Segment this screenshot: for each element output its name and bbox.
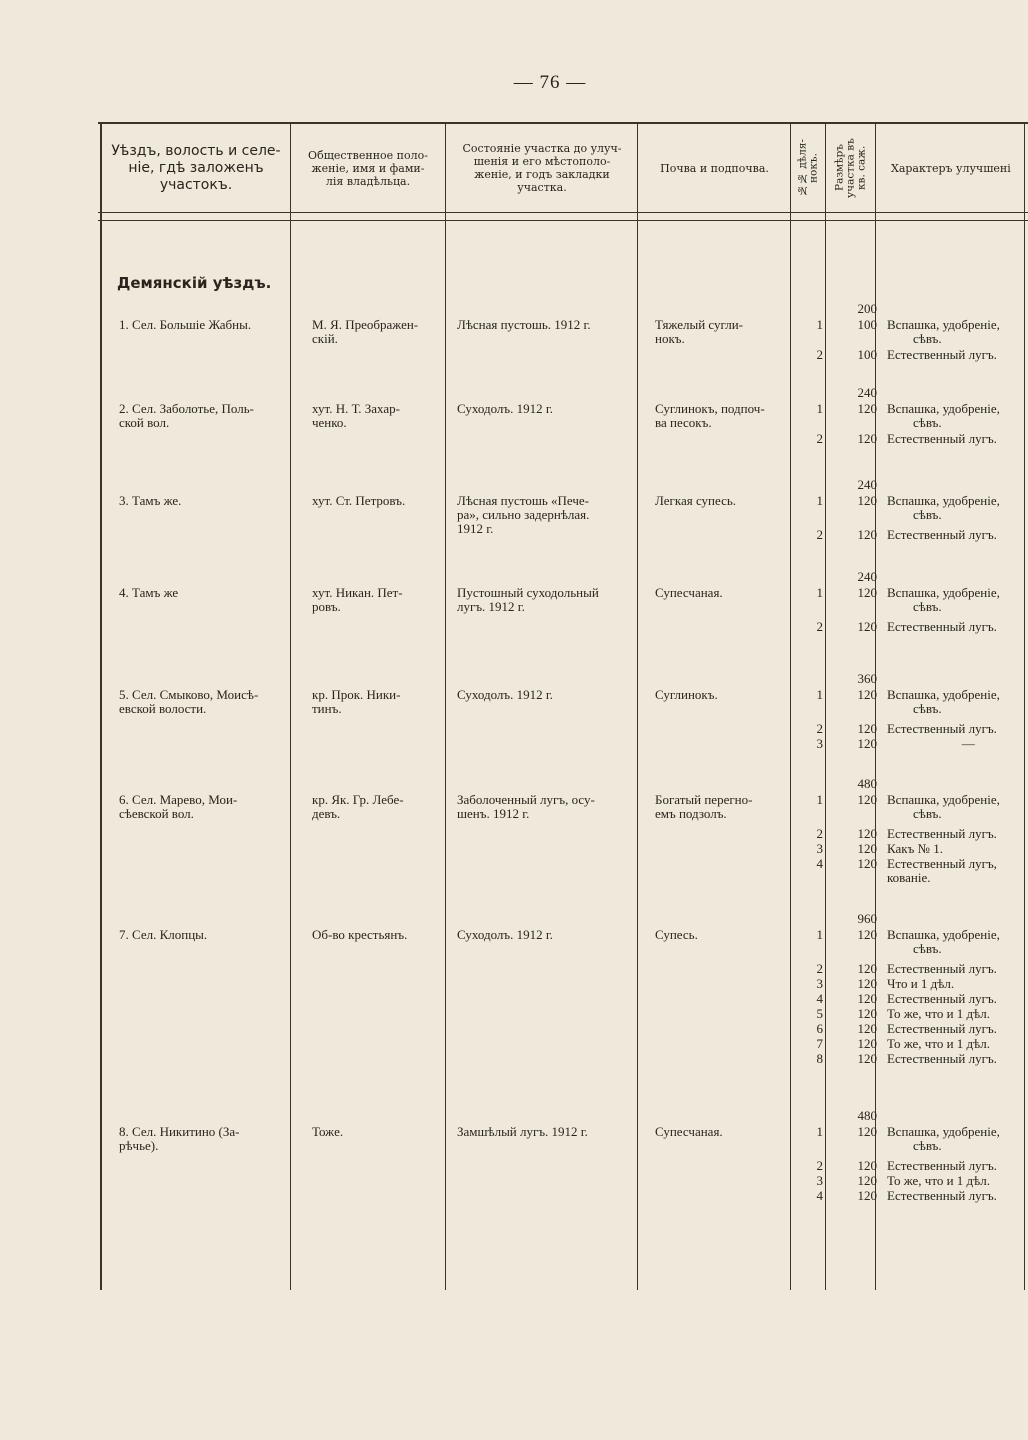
entry-total-size: 240: [857, 477, 877, 492]
entry-location: 1. Сел. Большіе Жабны.: [119, 317, 252, 332]
header-size: Размѣръ участка въ кв. саж.: [833, 138, 868, 198]
entry-state: Лѣсная пустошь. 1912 г.: [457, 317, 591, 332]
plot-size: 120: [857, 619, 877, 634]
plot-number: 8: [816, 1051, 823, 1066]
plot-description: Вспашка, удобреніе, сѣвъ.: [887, 586, 1000, 614]
plot-size: 120: [857, 976, 877, 991]
plot-description: То же, что и 1 дѣл.: [887, 1007, 990, 1021]
plot-description: Вспашка, удобреніе, сѣвъ.: [887, 688, 1000, 716]
plot-number: 4: [816, 991, 823, 1006]
plot-size: 120: [857, 991, 877, 1006]
plot-number: 2: [816, 347, 823, 362]
plot-description: Вспашка, удобреніе, сѣвъ.: [887, 928, 1000, 956]
plot-size: 120: [857, 1051, 877, 1066]
plot-description: Вспашка, удобреніе, сѣвъ.: [887, 318, 1000, 346]
plot-size: 120: [857, 431, 877, 446]
entry-total-size: 480: [857, 776, 877, 791]
plot-size: 120: [857, 721, 877, 736]
entry-state: Суходолъ. 1912 г.: [457, 401, 553, 416]
plot-number: 2: [816, 527, 823, 542]
header-plot-number: №№ дѣля- нокъ.: [796, 139, 820, 197]
plot-number: 3: [816, 736, 823, 751]
entry-total-size: 480: [857, 1108, 877, 1123]
entry-location: 8. Сел. Никитино (За- рѣчье).: [119, 1124, 240, 1153]
plot-number: 1: [816, 585, 823, 600]
plot-size: 120: [857, 401, 877, 416]
plot-number: 2: [816, 619, 823, 634]
plot-description: Естественный лугъ.: [887, 1189, 997, 1203]
entry-soil: Супесчаная.: [655, 585, 723, 600]
plot-number: 3: [816, 841, 823, 856]
entry-soil: Суглинокъ, подпоч- ва песокъ.: [655, 401, 765, 430]
plot-size: 120: [857, 1173, 877, 1188]
plot-size: 120: [857, 927, 877, 942]
plot-description: Вспашка, удобреніе, сѣвъ.: [887, 1125, 1000, 1153]
plot-description: Естественный лугъ.: [887, 432, 997, 446]
plot-number: 1: [816, 927, 823, 942]
plot-number: 2: [816, 961, 823, 976]
plot-description: То же, что и 1 дѣл.: [887, 1037, 990, 1051]
plot-size: 100: [857, 317, 877, 332]
page-number: — 76 —: [513, 72, 587, 93]
header-location: Уѣздъ, волость и селе- ніе, гдѣ заложенъ участокъ.: [111, 142, 281, 193]
entry-soil: Супесь.: [655, 927, 698, 942]
header-state: Состояніе участка до улуч- шенія и его мѣстополо- женіе, и годъ закладки участка.: [462, 142, 622, 194]
entry-total-size: 360: [857, 671, 877, 686]
plot-description: Что и 1 дѣл.: [887, 977, 955, 991]
plot-number: 1: [816, 1124, 823, 1139]
plot-description: Естественный лугъ.: [887, 962, 997, 976]
plot-description: Естественный лугъ.: [887, 528, 997, 542]
plot-description: Естественный лугъ.: [887, 348, 997, 362]
district-title: Демянскій уѣздъ.: [117, 274, 272, 292]
entry-state: Пустошный суходольный лугъ. 1912 г.: [457, 585, 599, 614]
plot-description: Естественный лугъ.: [887, 1022, 997, 1036]
entry-owner: хут. Никан. Пет- ровъ.: [312, 585, 403, 614]
plot-number: 2: [816, 1158, 823, 1173]
plot-size: 120: [857, 1006, 877, 1021]
entry-soil: Богатый перегно- емъ подзолъ.: [655, 792, 753, 821]
plot-size: 120: [857, 687, 877, 702]
entry-location: 5. Сел. Смыково, Моисѣ- евской волости.: [119, 687, 259, 716]
entry-owner: хут. Ст. Петровъ.: [312, 493, 406, 508]
entry-owner: хут. Н. Т. Захар- ченко.: [312, 401, 400, 430]
plot-size: 120: [857, 736, 877, 751]
plot-number: 4: [816, 1188, 823, 1203]
plot-description: Вспашка, удобреніе, сѣвъ.: [887, 793, 1000, 821]
entry-soil: Суглинокъ.: [655, 687, 718, 702]
entry-state: Суходолъ. 1912 г.: [457, 927, 553, 942]
plot-size: 120: [857, 1124, 877, 1139]
entry-state: Лѣсная пустошь «Пече- ра», сильно задернѣлая. 1912 г.: [457, 493, 590, 536]
plot-size: 120: [857, 585, 877, 600]
entry-soil: Легкая супесь.: [655, 493, 737, 508]
entry-owner: М. Я. Преображен- скій.: [312, 317, 419, 346]
plot-description: Естественный лугъ.: [887, 992, 997, 1006]
plot-size: 120: [857, 792, 877, 807]
plot-description: Какъ № 1.: [887, 842, 943, 856]
plot-number: 4: [816, 856, 823, 871]
header-owner: Общественное поло- женіе, имя и фами- лія владѣльца.: [308, 148, 428, 188]
plot-size: 120: [857, 1036, 877, 1051]
header-improvement: Характеръ улучшені: [891, 161, 1011, 175]
plot-number: 1: [816, 792, 823, 807]
plot-number: 3: [816, 1173, 823, 1188]
entry-soil: Супесчаная.: [655, 1124, 723, 1139]
plot-description: Вспашка, удобреніе, сѣвъ.: [887, 402, 1000, 430]
plot-description: Естественный лугъ.: [887, 827, 997, 841]
plot-size: 120: [857, 1188, 877, 1203]
plot-description: Естественный лугъ.: [887, 722, 997, 736]
entry-owner: Тожe.: [312, 1124, 344, 1139]
entry-total-size: 200: [857, 301, 877, 316]
plot-number: 7: [816, 1036, 823, 1051]
entry-state: Заболоченный лугъ, осу- шенъ. 1912 г.: [457, 792, 595, 821]
plot-number: 2: [816, 431, 823, 446]
plot-number: 1: [816, 687, 823, 702]
plot-description: Естественный лугъ, кованіе.: [887, 857, 997, 885]
plot-size: 120: [857, 493, 877, 508]
plot-number: 5: [816, 1006, 823, 1021]
entry-state: Суходолъ. 1912 г.: [457, 687, 553, 702]
plot-size: 100: [857, 347, 877, 362]
plot-size: 120: [857, 841, 877, 856]
entry-owner: Об-во крестьянъ.: [312, 927, 408, 942]
plot-number: 2: [816, 721, 823, 736]
entry-total-size: 960: [857, 911, 877, 926]
entry-location: 4. Тамъ же: [119, 585, 179, 600]
entry-total-size: 240: [857, 385, 877, 400]
plot-description: Естественный лугъ.: [887, 1159, 997, 1173]
plot-number: 1: [816, 317, 823, 332]
plot-description: То же, что и 1 дѣл.: [887, 1174, 990, 1188]
entry-soil: Тяжелый сугли- нокъ.: [655, 317, 743, 346]
header-soil: Почва и подпочва.: [660, 161, 769, 175]
plot-size: 120: [857, 826, 877, 841]
plot-size: 120: [857, 527, 877, 542]
plot-number: 2: [816, 826, 823, 841]
plot-description: Естественный лугъ.: [887, 1052, 997, 1066]
entry-location: 6. Сел. Марево, Мои- сѣевской вол.: [119, 792, 238, 821]
entry-owner: кр. Прок. Ники- тинъ.: [312, 687, 401, 716]
plot-size: 120: [857, 1021, 877, 1036]
entry-owner: кр. Як. Гр. Лебе- девъ.: [312, 792, 404, 821]
entry-location: 2. Сел. Заболотье, Поль- ской вол.: [119, 401, 254, 430]
entry-state: Замшѣлый лугъ. 1912 г.: [457, 1124, 588, 1139]
plot-number: 3: [816, 976, 823, 991]
plot-description: Вспашка, удобреніе, сѣвъ.: [887, 494, 1000, 522]
entry-total-size: 240: [857, 569, 877, 584]
plot-number: 1: [816, 401, 823, 416]
entry-location: 7. Сел. Клопцы.: [119, 927, 208, 942]
plot-number: 1: [816, 493, 823, 508]
plot-size: 120: [857, 961, 877, 976]
plot-number: 6: [816, 1021, 823, 1036]
entry-location: 3. Тамъ же.: [119, 493, 182, 508]
plot-description: —: [887, 737, 975, 751]
plot-size: 120: [857, 856, 877, 871]
plot-description: Естественный лугъ.: [887, 620, 997, 634]
plot-size: 120: [857, 1158, 877, 1173]
